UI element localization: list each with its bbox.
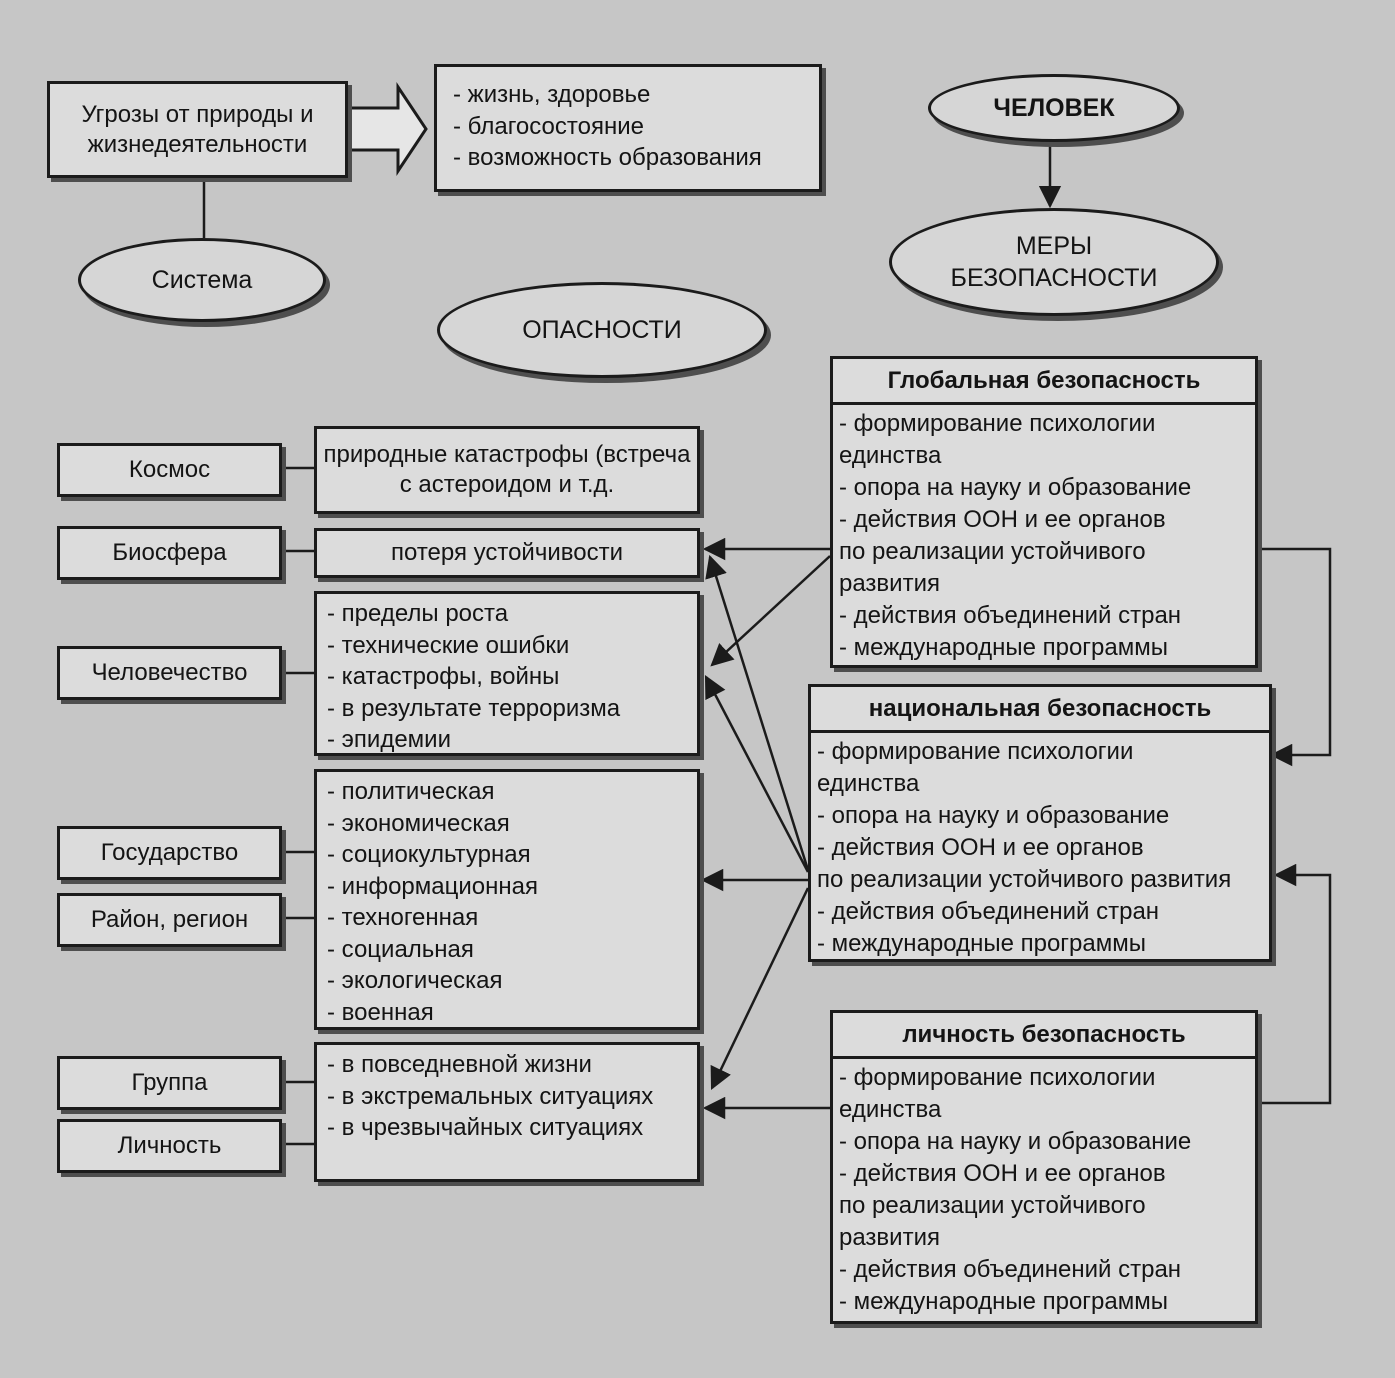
danger-box-biosphere [314,528,700,578]
danger-list [317,772,697,1028]
list-item: по реализации устойчивого развития [839,1192,1146,1251]
list-item: - действия ООН и ее органов [839,1158,1215,1190]
measures-ellipse [889,208,1219,316]
list-item: - международные программы [817,928,1199,960]
global-to-humanity-arrow [712,556,830,665]
list-item: - благосостояние [453,111,819,143]
level-box-state [57,826,282,880]
level-box-group [57,1056,282,1110]
measures-box-national [808,684,1272,962]
level-label: Группа [131,1069,208,1096]
list-item: - в повседневной жизни [327,1049,657,1081]
measures-label: МЕРЫ БЕЗОПАСНОСТИ [950,232,1158,292]
danger-text: природные катастрофы (встреча с астероидом и т.д. [323,441,691,498]
list-item: - социальная [327,934,697,966]
list-item: - пределы роста [327,598,697,630]
list-item: - в чрезвычайных ситуациях [327,1112,657,1144]
level-label: Биосфера [112,539,227,566]
level-label: Космос [128,456,211,483]
danger-text: потеря устойчивости [391,539,623,566]
level-label: Государство [100,839,239,866]
list-item: - политическая [327,776,697,808]
system-ellipse [78,238,326,322]
dangers-ellipse [437,282,767,378]
level-box-humanity [57,646,282,700]
list-item: - в экстремальных ситуациях [327,1081,657,1113]
level-box-region [57,893,282,947]
list-item: - действия объединений стран [839,600,1215,632]
list-item: - опора на науку и образование [839,472,1215,504]
threat-targets-box [434,64,822,192]
list-item: - экологическая [327,965,697,997]
list-item: - действия ООН и ее органов [817,832,1199,864]
threats-title: Угрозы от природы и жизнедеятельности [81,100,314,158]
danger-box-cosmos [314,426,700,514]
danger-box-state [314,769,700,1030]
list-item: - возможность образования [453,142,819,174]
danger-box-personal [314,1042,700,1182]
human-ellipse [928,74,1180,142]
list-item: - катастрофы, войны [327,661,697,693]
threat-targets-list [437,67,819,174]
measures-list [833,405,1255,664]
list-item: - в результате терроризма [327,693,697,725]
list-item: - формирование психологии единства [839,408,1215,472]
list-item: - международные программы [839,1286,1215,1318]
list-item: - эпидемии [327,724,697,756]
list-item: - опора на науку и образование [839,1126,1215,1158]
level-box-biosphere [57,526,282,580]
hollow-arrow [348,87,426,171]
list-item: - информационная [327,871,697,903]
list-item: - действия объединений стран [839,1254,1215,1286]
measures-list [833,1059,1255,1318]
level-label: Человечество [91,659,248,686]
list-item: - формирование психологии единства [839,1062,1215,1126]
list-item: - действия ООН и ее органов [839,504,1215,536]
list-item: - опора на науку и образование [817,800,1199,832]
measures-list [811,733,1269,960]
list-item: - формирование психологии единства [817,736,1199,800]
level-label: Район, регион [90,906,249,933]
level-box-cosmos [57,443,282,497]
level-label: Личность [117,1132,222,1159]
system-label: Система [151,266,253,294]
measures-national-title: национальная безопасность [811,687,1269,733]
list-item: - социокультурная [327,839,697,871]
list-item: - международные программы [839,632,1215,664]
danger-box-humanity [314,591,700,756]
national-to-personal-arrow [712,888,808,1088]
list-item: - экономическая [327,808,697,840]
measures-box-personal [830,1010,1258,1324]
threats-box [47,81,348,178]
list-item: - действия объединений стран [817,896,1199,928]
list-item: - военная [327,997,697,1029]
danger-list [317,594,697,756]
level-box-person [57,1119,282,1173]
measures-global-title: Глобальная безопасность [833,359,1255,405]
dangers-label: ОПАСНОСТИ [522,316,682,344]
measures-box-global [830,356,1258,668]
danger-list [317,1045,697,1144]
list-item: по реализации устойчивого развития [839,538,1146,597]
list-item: - техногенная [327,902,697,934]
list-item: - технические ошибки [327,630,697,662]
list-item: по реализации устойчивого развития [817,866,1232,893]
list-item: - жизнь, здоровье [453,79,819,111]
human-label: ЧЕЛОВЕК [993,94,1115,122]
measures-personal-title: личность безопасность [833,1013,1255,1059]
